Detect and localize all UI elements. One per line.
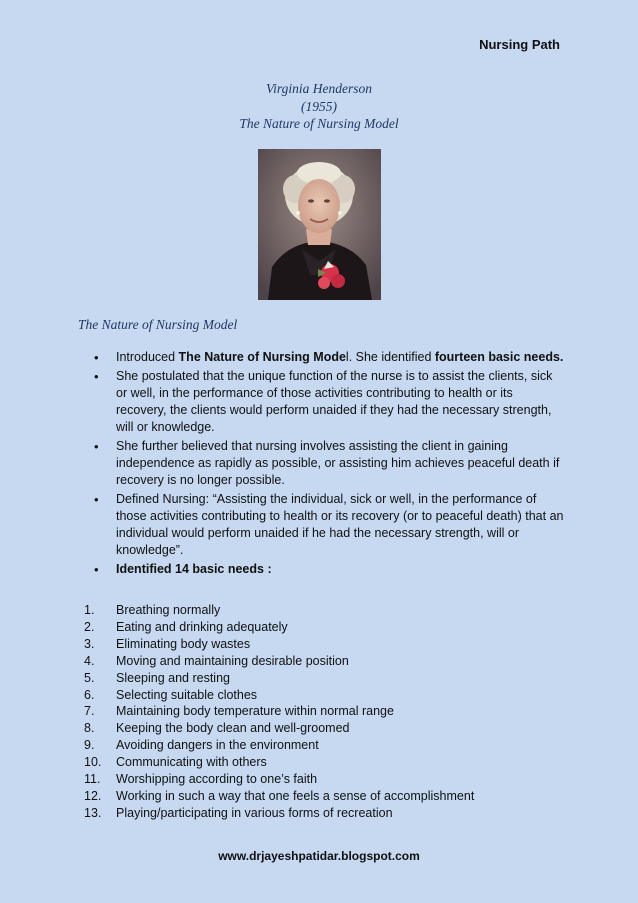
list-item: • Defined Nursing: “Assisting the individual, sick or well, in the performance of those activities contributing to health or its recovery (or to peaceful death) that an individual would perform unaided if he had the necessary strength, will or knowledge”. <box>94 491 564 559</box>
bullet-bold-text: fourteen basic needs. <box>434 350 564 364</box>
item-text: Keeping the body clean and well-groomed <box>116 721 350 736</box>
list-item <box>84 619 564 636</box>
item-number: 5. <box>84 670 95 685</box>
item-text: Maintaining body temperature within normal range <box>116 704 394 719</box>
item-number: 3. <box>84 636 95 651</box>
bullet-text: Introduced <box>116 350 179 364</box>
item-text: Breathing normally <box>116 603 221 617</box>
bullet-bold-text: The Nature of Nursing Mode <box>178 350 346 364</box>
item-text: Avoiding dangers in the environment <box>116 738 319 753</box>
list-item <box>84 602 564 619</box>
list-item <box>94 561 564 578</box>
list-item <box>84 653 564 670</box>
list-item <box>84 805 564 822</box>
item-text: Moving and maintaining desirable position <box>116 653 349 668</box>
item-text: Sleeping and resting <box>116 670 230 685</box>
needs-list <box>84 602 564 822</box>
list-item <box>84 636 564 653</box>
list-item <box>84 720 564 737</box>
item-text: Eliminating body wastes <box>116 636 251 651</box>
list-item <box>84 703 564 720</box>
list-item: • She further believed that nursing involves assisting the client in gaining independence as rapidly as possible, or assisting him achieves peaceful death if recovery is no longer possible. <box>94 438 564 489</box>
bullet-list <box>94 349 564 580</box>
item-text: Worshipping according to one’s faith <box>116 772 318 787</box>
portrait-photo <box>258 149 381 300</box>
item-number: 9. <box>84 738 95 753</box>
item-number: 6. <box>84 687 95 702</box>
item-text: Selecting suitable clothes <box>116 687 258 702</box>
bullet-text: l. She identified <box>345 350 435 364</box>
item-number: 7. <box>84 704 95 719</box>
item-number: 2. <box>84 619 95 634</box>
item-number: 13. <box>84 805 102 820</box>
list-item <box>84 754 564 771</box>
item-text: Playing/participating in various forms of recreation <box>116 805 393 820</box>
list-item <box>84 687 564 704</box>
bullet-bold-text: Identified 14 basic needs : <box>116 562 272 576</box>
list-item <box>84 771 564 788</box>
list-item <box>84 670 564 687</box>
title-model: The Nature of Nursing Model <box>239 116 399 131</box>
item-text: Communicating with others <box>116 755 267 770</box>
list-item <box>94 349 564 366</box>
item-text: Working in such a way that one feels a sense of accomplishment <box>116 788 475 803</box>
footer-url: www.drjayeshpatidar.blogspot.com <box>218 849 420 863</box>
title-year: (1955) <box>301 98 337 114</box>
list-item <box>84 737 564 754</box>
item-number: 4. <box>84 653 95 668</box>
item-number: 1. <box>84 603 95 617</box>
item-number: 10. <box>84 755 102 770</box>
item-number: 12. <box>84 788 102 803</box>
section-title: The Nature of Nursing Model <box>78 317 238 332</box>
item-number: 11. <box>84 772 101 787</box>
title-name: Virginia Henderson <box>265 81 373 96</box>
item-text: Eating and drinking adequately <box>116 619 288 634</box>
title-block <box>0 80 638 133</box>
page-header: Nursing Path <box>479 37 560 52</box>
list-item: • She postulated that the unique function of the nurse is to assist the clients, sick or well, in the performance of those activities contributing to health or its recovery, the clients would perform unaided if they had the necessary strength, will or knowledge. <box>94 368 564 436</box>
item-number: 8. <box>84 721 95 736</box>
list-item <box>84 788 564 805</box>
